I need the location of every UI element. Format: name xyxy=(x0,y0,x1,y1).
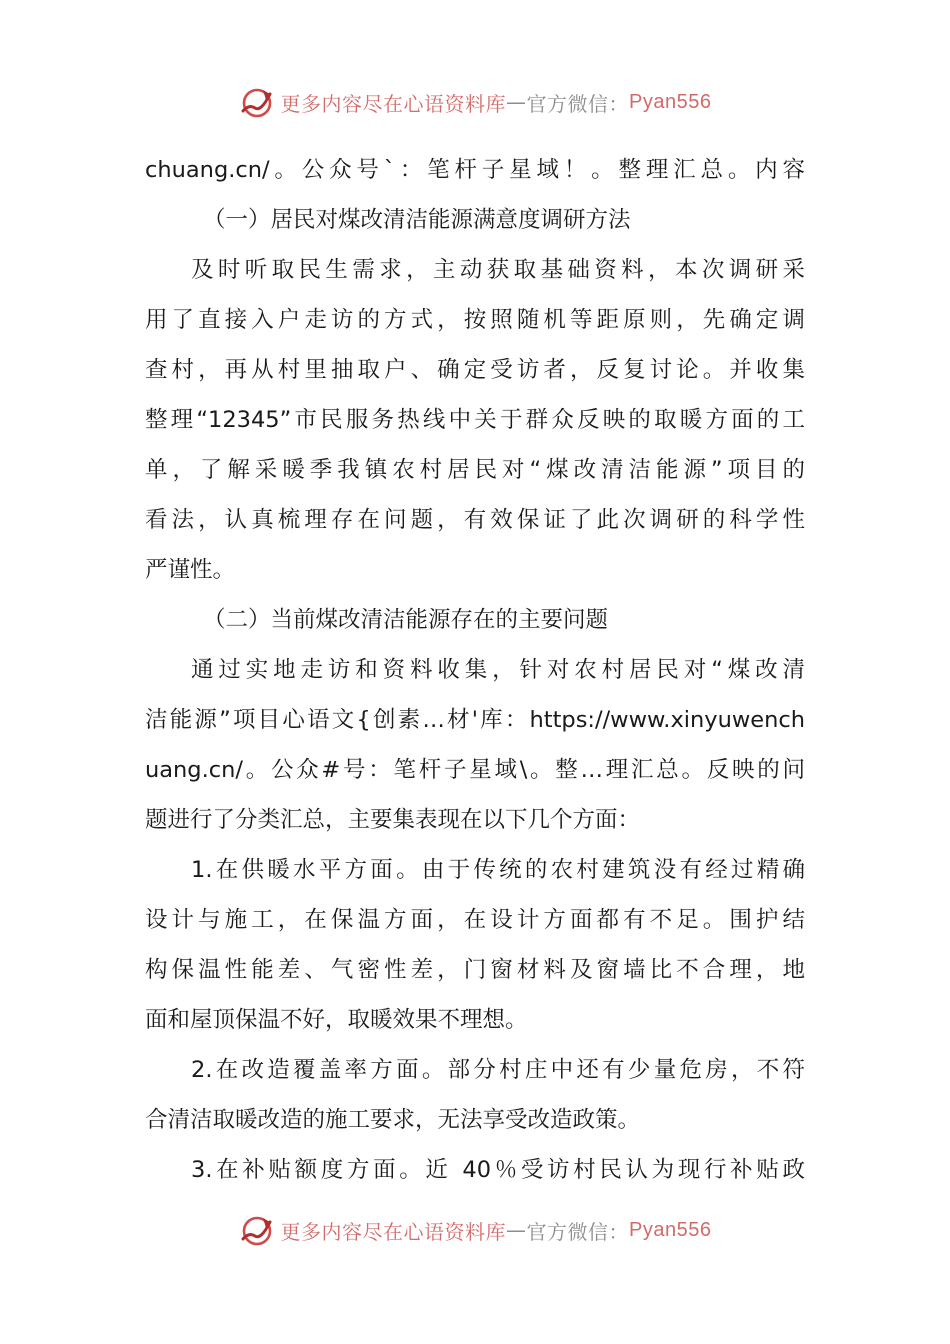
banner-title: 更多内容尽在心语资料库 xyxy=(280,91,507,116)
text-line: 通过实地走访和资料收集，针对农村居民对“煤改清 xyxy=(191,657,805,683)
watermark-banner-top xyxy=(0,80,950,124)
text-line: 2.在改造覆盖率方面。部分村庄中还有少量危房，不符 xyxy=(191,1057,805,1083)
section-heading: （一）居民对煤改清洁能源满意度调研方法 xyxy=(203,207,631,233)
text-line: 构保温性能差、气密性差，门窗材料及窗墙比不合理，地 xyxy=(145,957,805,983)
banner-wechat-label: 官方微信： xyxy=(526,91,630,116)
text-line: 单，了解采暖季我镇农村居民对“煤改清洁能源”项目的 xyxy=(145,457,805,483)
banner-title: 更多内容尽在心语资料库 xyxy=(280,1219,507,1244)
banner-wechat-label: 官方微信： xyxy=(526,1219,630,1244)
banner-content xyxy=(239,84,712,120)
pen-circle-logo-icon xyxy=(239,1212,275,1248)
text-line: 严谨性。 xyxy=(145,557,236,583)
banner-content xyxy=(239,1212,712,1248)
banner-dash: — xyxy=(506,90,527,114)
text-line: 查村，再从村里抽取户、确定受访者，反复讨论。并收集 xyxy=(145,357,805,383)
text-line: 及时听取民生需求，主动获取基础资料，本次调研采 xyxy=(191,257,805,283)
banner-dash: — xyxy=(506,1218,527,1242)
text-line: chuang.cn/。公众号`：笔杆子星域！。整理汇总。内容 xyxy=(145,157,805,183)
banner-wechat-id: Pyan556 xyxy=(629,90,712,113)
text-line: 面和屋顶保温不好，取暖效果不理想。 xyxy=(145,1007,528,1033)
watermark-banner-bottom xyxy=(0,1208,950,1252)
section-heading: （二）当前煤改清洁能源存在的主要问题 xyxy=(203,607,609,633)
text-line: 看法，认真梳理存在问题，有效保证了此次调研的科学性 xyxy=(145,507,805,533)
text-line: 题进行了分类汇总，主要集表现在以下几个方面： xyxy=(145,807,641,833)
text-line: 1.在供暖水平方面。由于传统的农村建筑没有经过精确 xyxy=(191,857,805,883)
text-line: 洁能源”项目心语文{创素…材'库：https://www.xinyuwench xyxy=(145,707,805,733)
text-line: 用了直接入户走访的方式，按照随机等距原则，先确定调 xyxy=(145,307,805,333)
banner-wechat-id: Pyan556 xyxy=(629,1218,712,1241)
text-line: 整理“12345”市民服务热线中关于群众反映的取暖方面的工 xyxy=(145,407,805,433)
text-line: uang.cn/。公众#号：笔杆子星域\。整…理汇总。反映的问 xyxy=(145,757,805,783)
text-line: 合清洁取暖改造的施工要求，无法享受改造政策。 xyxy=(145,1107,641,1133)
pen-circle-logo-icon xyxy=(239,84,275,120)
text-line: 设计与施工，在保温方面，在设计方面都有不足。围护结 xyxy=(145,907,805,933)
document-body xyxy=(145,145,805,1195)
text-line: 3.在补贴额度方面。近 40％受访村民认为现行补贴政 xyxy=(191,1157,805,1183)
